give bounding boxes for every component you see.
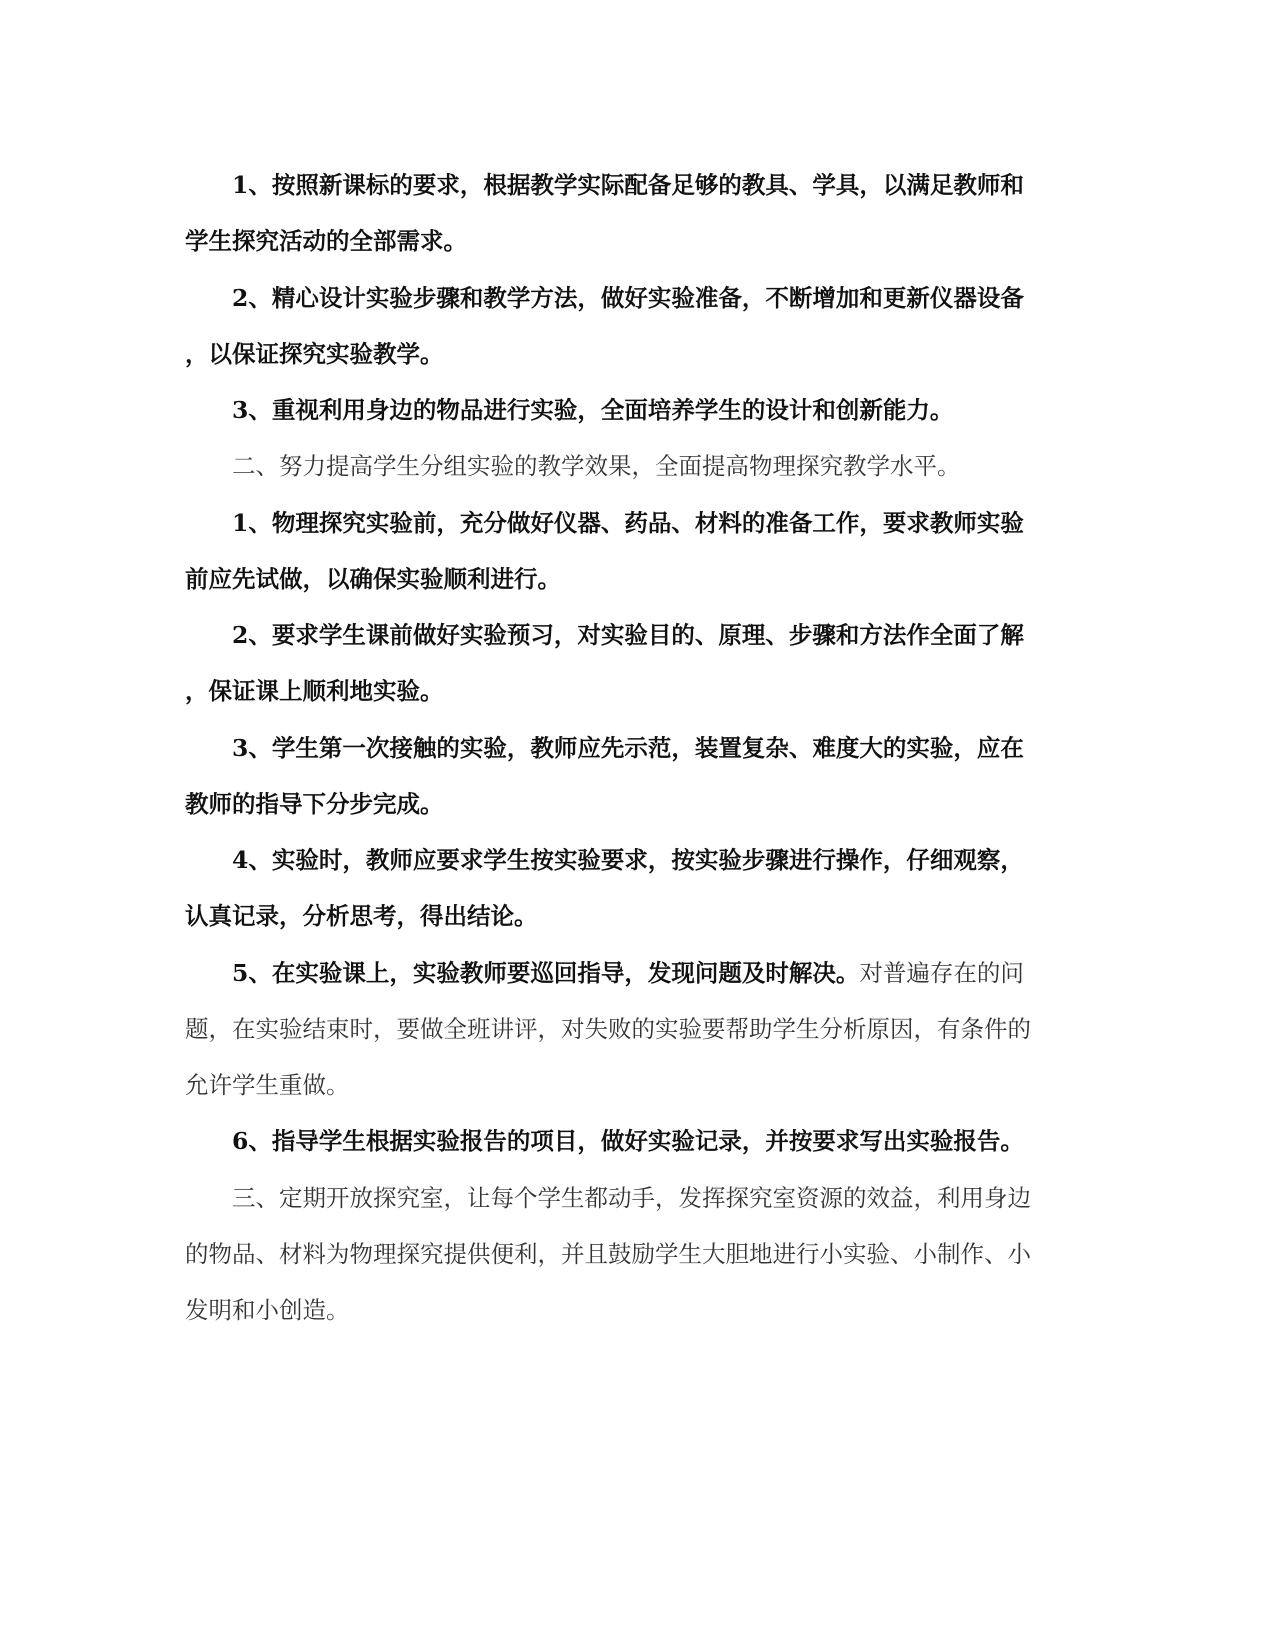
section-3-line-3: 发明和小创造。 <box>185 1296 350 1324</box>
section-2-item-3-line-2: 教师的指导下分步完成。 <box>185 790 444 818</box>
section-2-item-2-line-1: 2、要求学生课前做好实验预习，对实验目的、原理、步骤和方法作全面了解 <box>232 621 1024 649</box>
section-2-item-5-line-2: 题，在实验结束时，要做全班讲评，对失败的实验要帮助学生分析原因，有条件的 <box>185 1015 1031 1043</box>
section-2-item-4-line-1: 4、实验时，教师应要求学生按实验要求，按实验步骤进行操作，仔细观察， <box>232 846 1024 874</box>
item-2-line-1: 2、精心设计实验步骤和教学方法，做好实验准备，不断增加和更新仪器设备 <box>232 284 1024 312</box>
item-1-line-2: 学生探究活动的全部需求。 <box>185 227 467 255</box>
item-2-line-2: ，以保证探究实验教学。 <box>185 340 444 368</box>
section-2-item-1-line-2: 前应先试做，以确保实验顺利进行。 <box>185 565 561 593</box>
section-2-item-5-line-1 <box>232 958 1024 988</box>
section-2-heading: 二、努力提高学生分组实验的教学效果，全面提高物理探究教学水平。 <box>232 452 961 480</box>
section-2-item-1-line-1: 1、物理探究实验前，充分做好仪器、药品、材料的准备工作，要求教师实验 <box>232 509 1024 537</box>
section-2-item-6-line-1: 6、指导学生根据实验报告的项目，做好实验记录，并按要求写出实验报告。 <box>232 1127 1024 1155</box>
section-3-line-2: 的物品、材料为物理探究提供便利，并且鼓励学生大胆地进行小实验、小制作、小 <box>185 1240 1031 1268</box>
section-3-line-1: 三、定期开放探究室，让每个学生都动手，发挥探究室资源的效益，利用身边 <box>232 1184 1031 1212</box>
section-2-item-4-line-2: 认真记录，分析思考，得出结论。 <box>185 902 538 930</box>
item-3-line-1: 3、重视利用身边的物品进行实验，全面培养学生的设计和创新能力。 <box>232 396 954 424</box>
section-2-item-5-line-3: 允许学生重做。 <box>185 1071 350 1099</box>
item-1-line-1: 1、按照新课标的要求，根据教学实际配备足够的教具、学具，以满足教师和 <box>232 171 1024 199</box>
section-2-item-2-line-2: ，保证课上顺利地实验。 <box>185 677 444 705</box>
section-2-item-3-line-1: 3、学生第一次接触的实验，教师应先示范，装置复杂、难度大的实验，应在 <box>232 734 1024 762</box>
item-5-bold-part: 5、在实验课上，实验教师要巡回指导，发现问题及时解决。 <box>232 959 860 987</box>
item-5-normal-part: 对普遍存在的问 <box>859 959 1024 987</box>
